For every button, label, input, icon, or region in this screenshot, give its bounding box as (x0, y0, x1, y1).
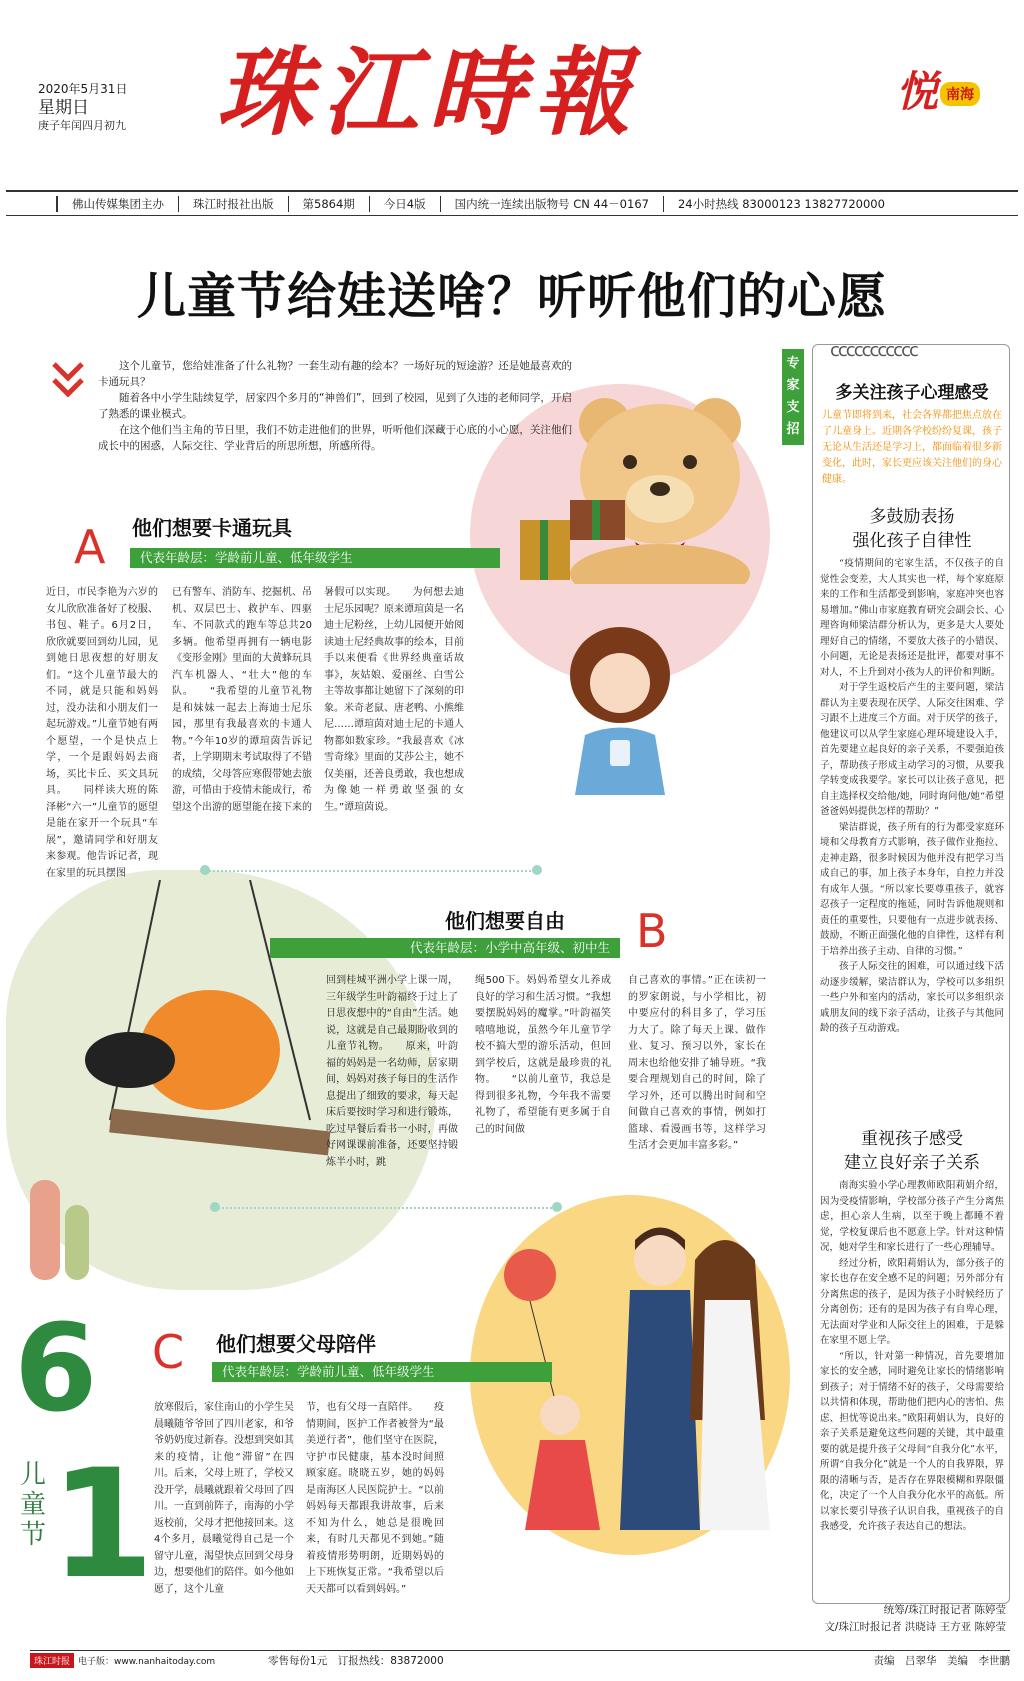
info-bar (6, 190, 1018, 216)
footer-editors: 责编 吕翠华 美编 李世鹏 (873, 1655, 1010, 1667)
sidebar-subhead-1 (816, 505, 1008, 553)
sidebar-lead: 儿童节即将到来，社会各界都把焦点放在了儿童身上。近期各学校纷纷复课，孩子无论从生活还是学习上，都面临着很多新变化，此时，家长更应该关注他们的身心健康。 (822, 410, 1002, 485)
byline-coordinator: 统筹/珠江时报记者 陈婷莹 (883, 1604, 1006, 1616)
section-a-column-3: 暑假可以实现。 为何想去迪士尼乐园呢？原来谭瑄茵是一名迪士尼粉丝，上幼儿园便开始阅读迪士尼经典故事的绘本，目前手以来便看《世界经典童话故事》，灰姑娘、爱丽丝、白雪公主等故事都让她留下了深刻的印象。米奇老鼠、唐老鸭、小熊维尼……谭瑄茵对迪士尼的卡通人物都如数家珍。“我最喜欢《冰雪奇缘》里面的艾莎公主，她不仅美丽，还善良勇敢，我也想成为像她一样勇敢坚强的女生。”谭瑄茵说。 (324, 587, 464, 813)
section-a-title: 他们想要卡通玩具 (132, 516, 292, 540)
section-a-tag: 代表年龄层：学龄前儿童、低年级学生 (130, 548, 500, 568)
decoration-number-six: 6 (14, 1300, 98, 1439)
divider-dot (532, 865, 542, 875)
divider-dot (210, 1202, 220, 1212)
childrens-day-label: 儿童节 (20, 1460, 47, 1550)
section-a-column-2: 已有警车、消防车、挖掘机、吊机、双层巴士、救护车、四驱车、不同款式的跑车等总共20多辆。他希望再拥有一辆电影《变形金刚》里面的大黄蜂玩具汽车机器人、“壮大”他的车队。 “我希望的儿童节礼物是和妹妹一起去上海迪士尼乐园，那里有我最喜欢的卡通人物。”今年10岁的谭瑄茵告诉记者，上学期期末考试取得了不错的成绩，父母答应寒假带她去旅游，可惜由于疫情未能成行，希望这个出游的愿望能在接下来的 (172, 587, 312, 813)
girl-on-swing-illustration (50, 880, 350, 1190)
info-press: 珠江时报社出版 (178, 196, 288, 212)
expert-advice-tag: 专家支招 (782, 349, 804, 445)
decoration-number-one: 1 (50, 1438, 155, 1612)
divider-dot (552, 1202, 562, 1212)
section-c-column-2: 节，也有父母一直陪伴。 疫情期间，医护工作者被誉为“最美逆行者”，他们坚守在医院，守护市民健康，基本没时间照顾家庭。晓晓五岁，她的妈妈是南海区人民医院护士。“以前妈妈每天都跟我讲故事，后来不知为什么，她总是很晚回来，有时几天都见不到她。”随着疫情形势明朗，近期妈妈的上下班恢复正常。“我希望以后天天都可以看到妈妈。” (306, 1402, 444, 1595)
section-b-title: 他们想要自由 (445, 909, 565, 933)
sidebar-paragraph: 南海实验小学心理教师欧阳莉娟介绍，因为受疫情影响，学校部分孩子产生分离焦虑，担心亲人生病，以至于晚上都睡不着觉，学校复课后也不愿意上学。针对这种情况，她对学生和家长进行了一些心理辅导。 (820, 1180, 1004, 1253)
family-illustration (500, 1220, 780, 1550)
sidebar-body-2 (820, 1178, 1004, 1535)
brand-logo (896, 62, 1016, 122)
brand-logo-small: 南海 (940, 82, 980, 106)
info-issue: 第5864期 (288, 196, 369, 212)
issue-date: 2020年5月31日 (38, 82, 128, 96)
section-c-title: 他们想要父母陪伴 (216, 1332, 376, 1356)
section-b-letter: B (636, 904, 668, 958)
chevron-down-icon (52, 360, 84, 400)
info-cn: 国内统一连续出版物号 CN 44－0167 (440, 196, 663, 212)
section-b-column-3: 自己喜欢的事情。”正在读初一的罗家朗说，与小学相比，初中要应付的科目多了，学习压力大了。除了每天上课、做作业、复习、预习以外，家长在周末也给他安排了辅导班。“我要合理规划自己的时间，除了学习外，还可以腾出时间和空间做自己喜欢的事情，例如打篮球、看漫画书等，这样学习生活才会更加丰富多彩。” (628, 975, 766, 1151)
sidebar-paragraph: “所以，针对第一种情况，首先要增加家长的安全感，同时避免让家长的情绪影响到孩子；对于情绪不好的孩子，父母需要给以共情和体现，帮助他们把内心的害怕、焦虑、担忧等说出来。”欧阳莉娟认为，良好的亲子关系是避免这些问题的关键，其中最重要的就是提升孩子父母间“自我分化”水平，所谓“自我分化”就是一个人的自我界限，界限的清晰与否，是否存在界限模糊和界限僵化，决定了一个人自我分化水平的高低。所以家长要引导孩子认识自我，重视孩子的自我感受，允许孩子表达自己的想法。 (820, 1350, 1004, 1532)
sidebar-paragraph: 经过分析，欧阳莉娟认为，部分孩子的家长也存在安全感不足的问题；另外部分有分离焦虑的孩子，是因为孩子小时候经历了分离创伤；还有的是因为孩子有自卑心理，无法面对学业和人际交往上的困难，于是躲在家里不愿上学。 (820, 1257, 1004, 1346)
page-footer (30, 1650, 1010, 1670)
date-block (38, 82, 198, 133)
intro-paragraph: 随着各中小学生陆续复学，居家四个多月的“神兽们”，回到了校园，见到了久违的老师同学，开启了熟悉的课业模式。 (98, 392, 572, 420)
section-a-column-1: 近日，市民李艳为六岁的女儿欣欣准备好了校服、书包、鞋子。6月2日，欣欣就要回到幼儿园，见到她日思夜想的好朋友们。“这个儿童节最大的不同，就是只能和妈妈过，没办法和小朋友们一起玩游戏。”儿童节她有两个愿望，一个是快点上学，一个是跟妈妈去商场，买比卡丘、买文具玩具。 同样读大班的陈泽彬“六一”儿童节的愿望是能在家开一个玩具“车展”，邀请同学和好朋友来参观。他告诉记者，现在家里的玩具摆图 (46, 587, 158, 879)
section-a-letter: A (74, 520, 106, 574)
sidebar-title: 多关注孩子心理感受 (835, 383, 989, 403)
section-c-column-1: 放寒假后，家住南山的小学生吴晨曦随爷爷回了四川老家，和爷爷奶奶度过新春。没想到突如其来的疫情，让他“滞留”在四川。后来，父母上班了，学校又没开学，晨曦就跟着父母回了四川。一直到前阵子，南海的小学返校前，父母才把他接回来。这4个多月，晨曦觉得自己是一个留守儿童，渴望快点回到父母身边，想要他们的陪伴。如今他如愿了，这个儿童 (154, 1402, 294, 1595)
intro-paragraph: 在这个他们当主角的节日里，我们不妨走进他们的世界，听听他们深藏于心底的小心愿，关注他们成长中的困惑，人际交往、学业背后的所思所想，所感所得。 (98, 424, 572, 452)
cactus-illustration (10, 1150, 120, 1280)
intro-text (98, 358, 572, 454)
footer-price: 零售每份1元 订报热线：83872000 (268, 1655, 444, 1667)
section-c-tag: 代表年龄层：学龄前儿童、低年级学生 (212, 1362, 552, 1382)
byline-reporters: 文/珠江时报记者 洪晓诗 王方亚 陈婷莹 (824, 1621, 1006, 1633)
sidebar-subhead-1-line-2: 强化孩子自律性 (852, 531, 972, 551)
sidebar-paragraph: 孩子人际交往的困难，可以通过线下活动逐步缓解，梁洁群认为，学校可以多组织一些户外和室内的活动，家长可以多组织亲戚朋友间的线下亲子活动，让孩子与其他同龄的孩子互动游戏。 (820, 961, 1004, 1034)
info-publisher: 佛山传媒集团主办 (56, 196, 178, 212)
sidebar-subhead-2 (816, 1127, 1008, 1175)
intro-paragraph: 这个儿童节，您给娃准备了什么礼物？一套生动有趣的绘本？一场好玩的短途游？还是她最喜欢的卡通玩具？ (98, 360, 572, 388)
gift-boxes-illustration (520, 490, 640, 590)
divider-dotted (205, 870, 535, 872)
main-headline: 儿童节给娃送啥？听听他们的心愿 (136, 268, 887, 325)
info-hotline: 24小时热线 83000123 13827720000 (663, 196, 899, 212)
info-pages: 今日4版 (369, 196, 440, 212)
lunar-date: 庚子年闰四月初九 (38, 119, 126, 132)
newspaper-title: 珠江時報 (216, 36, 640, 149)
section-b-column-1: 回到桂城平洲小学上课一周，三年级学生叶韵福终于过上了日思夜想中的“自由”生活。她说，这就是自己最期盼收到的儿童节礼物。 原来，叶韵福的妈妈是一名幼师，居家期间，妈妈对孩子每日的生活作息提出了细致的要求，每天起床后要按时学习和进行锻炼，吃过早餐后看书一小时，再做好网课课前准备，还要坚持锻炼半小时，跳 (326, 975, 458, 1168)
section-b-tag: 代表年龄层：小学中高年级、初中生 (270, 938, 620, 958)
sidebar-body-1 (820, 556, 1004, 1037)
girl-with-cup-illustration (555, 625, 685, 795)
footer-website: 电子版：www.nanhaitoday.com (78, 1657, 216, 1667)
divider-dotted (215, 1207, 555, 1209)
sidebar-paragraph: 梁洁群说，孩子所有的行为都受家庭环境和父母教育方式影响，孩子做作业拖拉、走神走路，很多时候因为他并没有把学习当成自己的事，加上孩子本身年，自控力并没有成年人强。“所以家长要尊重孩子，就容忍孩子一定程度的拖延，同时告诉他规则和责任的重要性，只要他有一点进步就表扬、鼓励，不断正面强化他的自律性，这样有利于培养出孩子主动、自律的习惯。” (820, 821, 1004, 957)
sidebar-paragraph: 对于学生返校后产生的主要问题，梁洁群认为主要表现在厌学、人际交往困难、学习跟不上进度三个方面。对于厌学的孩子，他建议可以从学生家庭心理环境建设入手，首先要建立起良好的亲子关系，不要强迫孩子，帮助孩子形成主动学习的习惯，从要我学转变成我要学。家长可以让孩子意见，把自主选择权交给他/她，同时询问他/她“希望爸爸妈妈提供怎样的帮助？” (820, 682, 1004, 817)
sidebar-subhead-2-line-2: 建立良好亲子关系 (844, 1153, 980, 1173)
section-c-letter: C (152, 1325, 185, 1379)
divider-dot (200, 865, 210, 875)
sidebar-subhead-2-line-1: 重视孩子感受 (861, 1129, 963, 1149)
section-b-column-2: 绳500下。妈妈希望女儿养成良好的学习和生活习惯。“我想要摆脱妈妈的魔掌。”叶韵福笑嘻嘻地说，虽然今年儿童节学校不搞大型的游乐活动，但回到学校后，这就是最珍贵的礼物。 “以前儿童节，我总是得到很多礼物，今年我不需要礼物了，希望能有更多属于自己的时间做 (475, 975, 611, 1135)
sidebar-subhead-1-line-1: 多鼓励表扬 (869, 507, 955, 527)
brand-logo-big: 悦 (896, 67, 939, 116)
sidebar-paragraph: “疫情期间的宅家生活，不仅孩子的自觉性会变差，大人其实也一样，每个家庭原来的工作和生活都受到影响，家庭冲突也容易增加。”佛山市家庭教育研究会副会长、心理咨询师梁洁群分析认为，更多是大人要处理好自己的情绪，不要放大孩子的小错误、小问题，无论是表扬还是批评，都要对事不对人，不上升到对小孩为人的评价和判断。 (820, 558, 1004, 678)
weekday: 星期日 (38, 98, 89, 118)
binder-rings-decoration: ccccccccccc (830, 344, 917, 358)
footer-logo: 珠江时报 (30, 1653, 74, 1668)
byline (800, 1602, 1006, 1636)
